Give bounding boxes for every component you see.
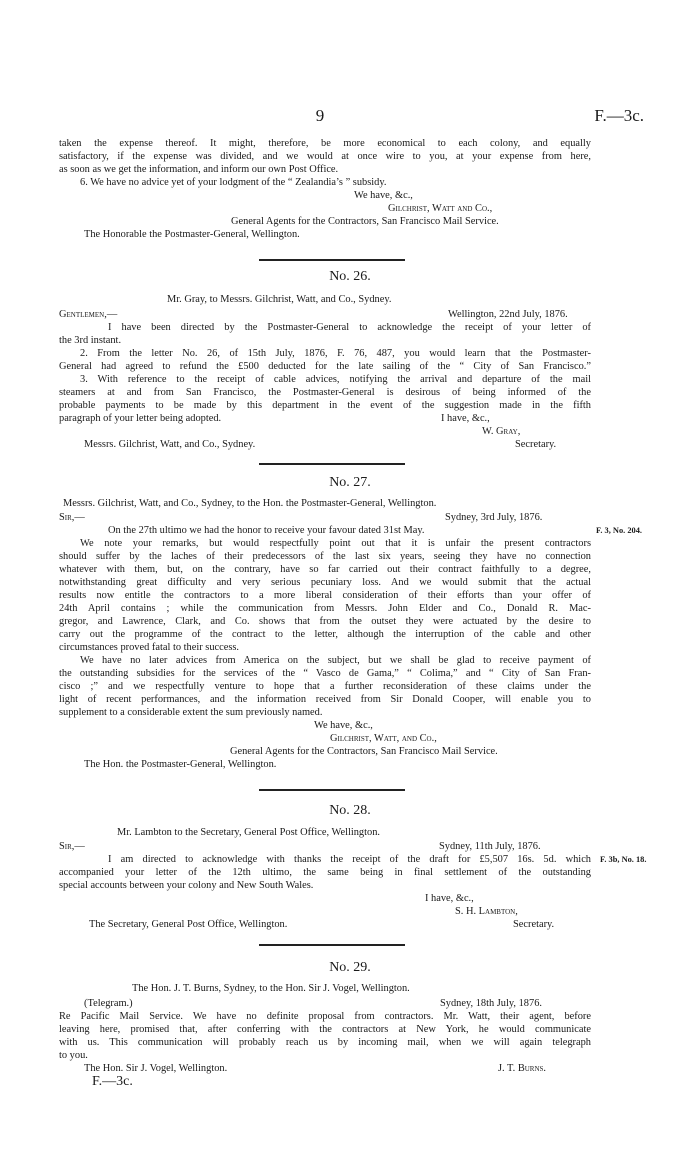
letter-28-sign-i-have: I have, &c., — [425, 893, 474, 904]
letter-29-sign-name: J. T. Burns. — [498, 1063, 547, 1074]
letter-28-salutation: Sir,— — [59, 841, 85, 852]
letter-27-subtitle: Messrs. Gilchrist, Watt, and Co., Sydney, to the Hon. the Postmaster-General, Wellington. — [63, 498, 437, 509]
letter-28-addressee: The Secretary, General Post Office, Wellington. — [89, 919, 288, 930]
letter-26-line-2: the 3rd instant. — [59, 335, 122, 346]
page-number: 9 — [315, 106, 325, 125]
letter-27-sign-we-have: We have, &c., — [314, 720, 373, 731]
letter-28-sign-name: S. H. Lambton, — [455, 906, 518, 917]
letter-28-margin-ref: F. 3b, No. 18. — [600, 855, 647, 864]
letter-27-line-8: gregor, and Lawrence, Clark, and Co. shows that from the outset they were actuated by the desire to — [59, 616, 591, 627]
letter-29-line-2: leaving here, promised that, after conferring with the contractors at New York, he would communicate — [59, 1024, 591, 1035]
letter-27-line-11: We have no later advices from America on the subject, but we shall be glad to receive payment of — [80, 655, 591, 666]
letter-26-sign-role: Secretary. — [515, 439, 557, 450]
letter-27-line-15: supplement to a considerable extent the sum previously named. — [59, 707, 323, 718]
intro-paragraph-6: 6. We have no advice yet of your lodgment of the “ Zealandia’s ” subsidy. — [80, 177, 387, 188]
letter-26-line-8: paragraph of your letter being adopted. — [59, 413, 222, 424]
letter-27-line-13: cisco ;” and we respectfully venture to hope that a further reconsideration of these claims under the — [59, 681, 591, 692]
section-divider — [259, 944, 405, 946]
intro-line-2: satisfactory, if the expense was divided, and we would at once wire to you, at your expense from here, — [59, 151, 591, 162]
letter-27-line-4: whatever with them, but, on the contrary, have so far carried out their contract faithfully to a degree, — [59, 564, 591, 575]
letter-27-line-12: the outstanding subsidies for the services of the “ Vasco de Gama,” “ Colima,” and “ City of San Fran- — [59, 668, 591, 679]
letter-26-sign-name: W. Gray, — [482, 426, 521, 437]
letter-29-date: Sydney, 18th July, 1876. — [440, 998, 542, 1009]
letter-26-subtitle: Mr. Gray, to Messrs. Gilchrist, Watt, and Co., Sydney. — [167, 294, 392, 305]
letter-26-line-4: General had agreed to refund the £500 deducted for the late sailing of the “ City of San Francisco.” — [59, 361, 591, 372]
section-divider — [259, 259, 405, 261]
letter-28-line-1: I am directed to acknowledge with thanks the receipt of the draft for £5,507 16s. 5d. which — [108, 854, 591, 865]
section-divider — [259, 789, 405, 791]
letter-29-line-3: with us. This communication will probably reach us by incoming mail, when we will again telegraph — [59, 1037, 591, 1048]
letter-28-date: Sydney, 11th July, 1876. — [439, 841, 541, 852]
letter-28-line-2: accompanied your letter of the 12th ultimo, the same being in final settlement of the outstanding — [59, 867, 591, 878]
letter-26-line-1: I have been directed by the Postmaster-General to acknowledge the receipt of your letter of — [108, 322, 591, 333]
letter-28-subtitle: Mr. Lambton to the Secretary, General Post Office, Wellington. — [117, 827, 381, 838]
letter-26-line-5: 3. With reference to the receipt of cable advices, notifying the arrival and departure of the mail — [80, 374, 591, 385]
letter-26-date: Wellington, 22nd July, 1876. — [448, 309, 568, 320]
letter-26-line-3: 2. From the letter No. 26, of 15th July, 1876, F. 76, 487, you would learn that the Postmaster- — [80, 348, 591, 359]
letter-27-sign-role: General Agents for the Contractors, San Francisco Mail Service. — [230, 746, 498, 757]
letter-29-telegram-label: (Telegram.) — [84, 998, 133, 1009]
letter-29-line-1: Re Pacific Mail Service. We have no definite proposal from contractors. Mr. Watt, their agent, before — [59, 1011, 591, 1022]
letter-27-line-5: notwithstanding great difficulty and very serious pecuniary loss. And we would submit that the actual — [59, 577, 591, 588]
letter-27-addressee: The Hon. the Postmaster-General, Wellington. — [84, 759, 277, 770]
letter-27-line-7: 24th April contains ; while the communication from Messrs. John Elder and Co., Donald R. Mac- — [59, 603, 591, 614]
letter-29-addressee: The Hon. Sir J. Vogel, Wellington. — [84, 1063, 228, 1074]
letter-26-salutation: Gentlemen,— — [59, 309, 118, 320]
intro-sign-name: Gilchrist, Watt and Co., — [388, 203, 493, 214]
letter-27-line-14: light of recent performances, and the information received from Sir Donald Cooper, will enable you to — [59, 694, 591, 705]
letter-26-addressee: Messrs. Gilchrist, Watt, and Co., Sydney. — [84, 439, 256, 450]
letter-27-line-9: carry out the programme of the contract to the letter, although the interruption of the cable and other — [59, 629, 591, 640]
letter-28-title: No. 28. — [329, 803, 371, 818]
letter-28-sign-role: Secretary. — [513, 919, 555, 930]
intro-addressee: The Honorable the Postmaster-General, Wellington. — [84, 229, 300, 240]
letter-27-salutation: Sir,— — [59, 512, 85, 523]
letter-27-title: No. 27. — [329, 475, 371, 490]
intro-line-1: taken the expense thereof. It might, therefore, be more economical to each colony, and equally — [59, 138, 591, 149]
letter-27-sign-name: Gilchrist, Watt, and Co., — [330, 733, 437, 744]
letter-28-line-3: special accounts between your colony and New South Wales. — [59, 880, 314, 891]
letter-29-subtitle: The Hon. J. T. Burns, Sydney, to the Hon. Sir J. Vogel, Wellington. — [132, 983, 410, 994]
intro-sign-we-have: We have, &c., — [354, 190, 413, 201]
letter-29-line-4: to you. — [59, 1050, 88, 1061]
letter-27-line-1: On the 27th ultimo we had the honor to receive your favour dated 31st May. — [108, 525, 425, 536]
letter-27-line-3: should suffer by the laches of their predecessors of the last six years, seeing they have no connection — [59, 551, 591, 562]
document-reference: F.—3c. — [594, 106, 644, 125]
letter-26-sign-i-have: I have, &c., — [441, 413, 490, 424]
letter-26-title: No. 26. — [329, 269, 371, 284]
letter-26-line-7: probable payments to be made by this department in the event of the suggestion made in the fifth — [59, 400, 591, 411]
letter-27-line-10: circumstances proved fatal to their success. — [59, 642, 240, 653]
letter-27-line-2: We note your remarks, but would respectfully point out that it is unfair the present contractors — [80, 538, 591, 549]
letter-26-line-6: steamers at and from San Francisco, the Postmaster-General is desirous of being informed of the — [59, 387, 591, 398]
intro-sign-role: General Agents for the Contractors, San Francisco Mail Service. — [231, 216, 499, 227]
letter-29-title: No. 29. — [329, 960, 371, 975]
letter-27-line-6: results now entitle the contractors to a more liberal consideration of their efforts than your offer of — [59, 590, 591, 601]
intro-line-3: as soon as we get the information, and inform our own Post Office. — [59, 164, 339, 175]
section-divider — [259, 463, 405, 465]
footer-document-reference: F.—3c. — [92, 1074, 133, 1089]
letter-27-date: Sydney, 3rd July, 1876. — [445, 512, 543, 523]
letter-27-margin-ref: F. 3, No. 204. — [596, 526, 642, 535]
